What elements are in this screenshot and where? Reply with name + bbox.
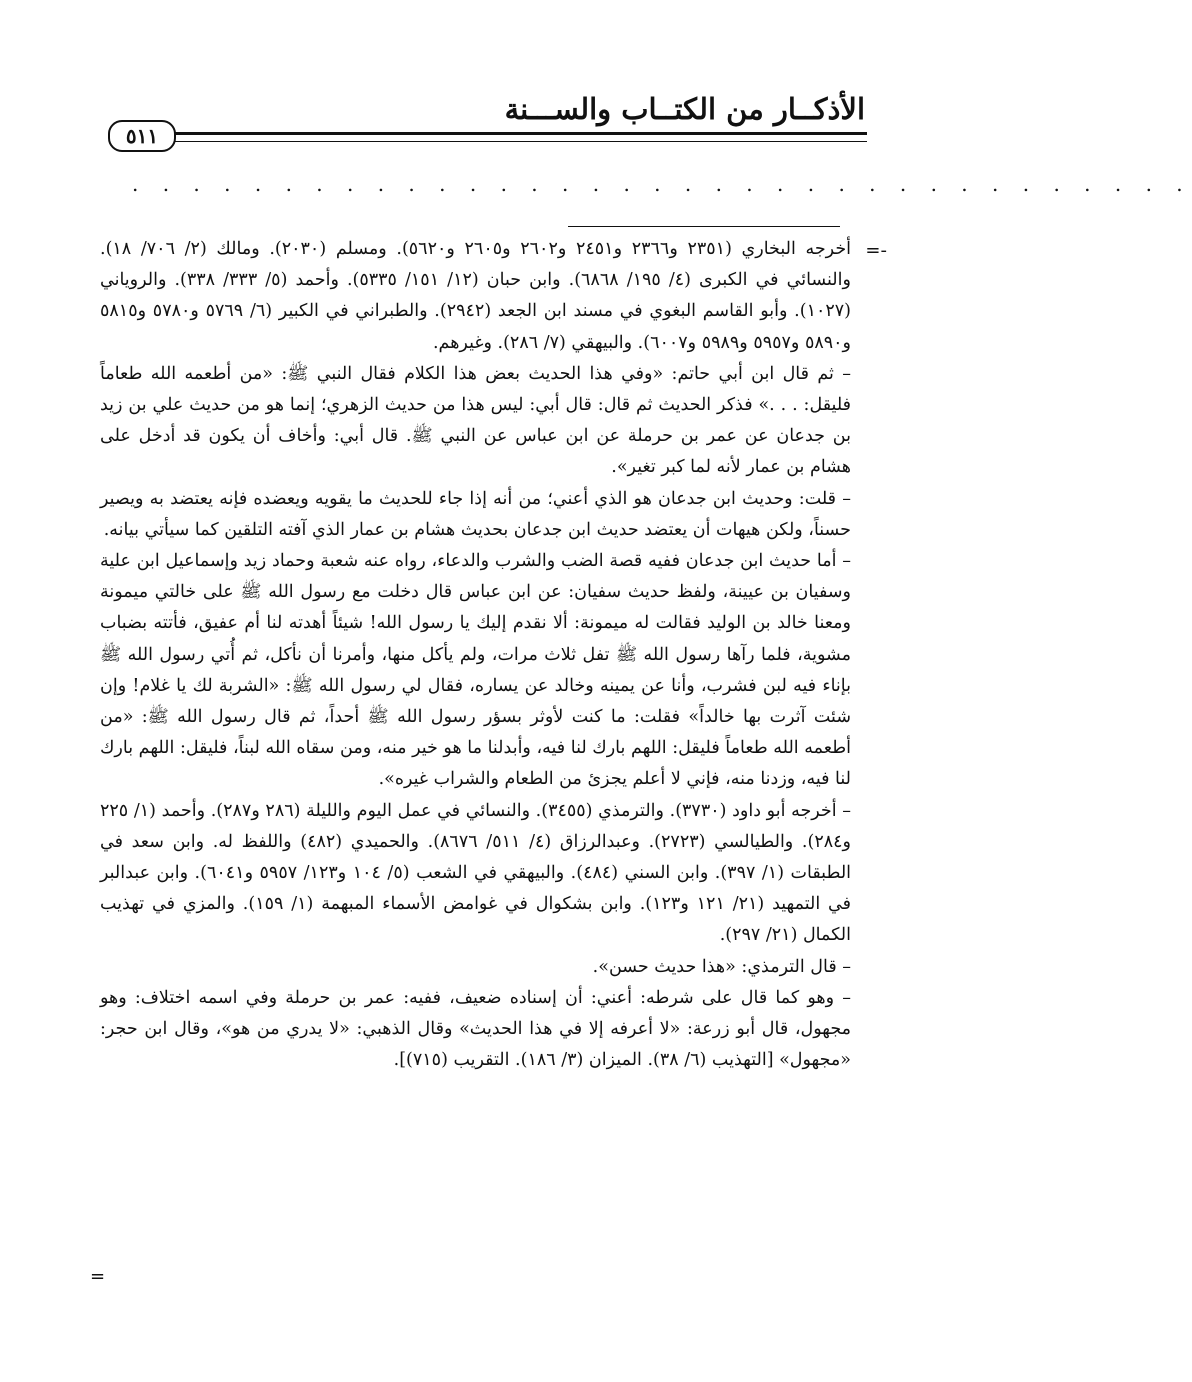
paragraph-isnad-analysis: – وهو كما قال على شرطه: أعني: أن إسناده ضعيف، ففيه: عمر بن حرملة وفي اسمه اختلاف: وهو مجهول، قال أبو زرعة: «لا أعرفه إلا في هذا الحديث» وقال الذهبي: «لا يدري من هو»، وقال ابن حجر: «مجهول» [التهذيب (٦/ ٣٨). الميزان (٣/ ١٨٦). التقريب (٧١٥)]. xyxy=(100,987,851,1071)
paragraph-abi-hatim: – ثم قال ابن أبي حاتم: «وفي هذا الحديث بعض هذا الكلام فقال النبي ﷺ: «من أطعمه الله طعاماً فليقل: . . .» فذكر الحديث ثم قال: قال أبي: ليس هذا من حديث الزهري؛ إنما هو من حديث علي بن زيد بن جدعان عن عمر بن حرملة عن ابن عباس عن النبي ﷺ. قال أبي: وأخاف أن يكون قد أدخل على هشام بن عمار لأنه لما كبر تغير». xyxy=(100,363,851,478)
footnote-body xyxy=(100,234,851,1076)
header-rule xyxy=(170,132,867,135)
continuation-mark-end: = xyxy=(90,1266,106,1287)
continuation-mark-start: =- xyxy=(865,240,887,261)
paragraph-comment: – قلت: وحديث ابن جدعان هو الذي أعني؛ من أنه إذا جاء للحديث ما يقويه ويعضده فإنه يعتضد به ويصير حسناً، ولكن هيهات أن يعتضد حديث ابن جدعان بحديث هشام بن عمار الذي آفته التلقين كما سيأتي بيانه. xyxy=(100,488,851,540)
running-header-title: الأذكــار من الكتــاب والســـنة xyxy=(504,92,865,126)
paragraph-takhrij-1: أخرجه البخاري (٢٣٥١ و٢٣٦٦ و٢٤٥١ و٢٦٠٢ و٢٦٠٥ و٥٦٢٠). ومسلم (٢٠٣٠). ومالك (٢/ ٧٠٦/ ١٨). والنسائي في الكبرى (٤/ ١٩٥/ ٦٨٦٨). وابن حبان (١٢/ ١٥١/ ٥٣٣٥). وأحمد (٥/ ٣٣٣/ ٣٣٨). والروياني (١٠٢٧). وأبو القاسم البغوي في مسند ابن الجعد (٢٩٤٢). والطبراني في الكبير (٦/ ٥٧٦٩ و٥٧٨٠ و٥٨١٥ و٥٨٩٠ و٥٩٥٧ و٥٩٨٩ و٦٠٠٧). والبيهقي (٧/ ٢٨٦). وغيرهم. xyxy=(100,239,852,353)
paragraph-tirmidhi: – قال الترمذي: «هذا حديث حسن». xyxy=(592,956,851,977)
paragraph-hadith-text: – أما حديث ابن جدعان ففيه قصة الضب والشرب والدعاء، رواه عنه شعبة وحماد زيد وإسماعيل ابن علية وسفيان بن عيينة، ولفظ حديث سفيان: عن ابن عباس قال دخلت مع رسول الله ﷺ على خالتي ميمونة ومعنا خالد بن الوليد فقالت له ميمونة: ألا نقدم إليك يا رسول الله! شيئاً أهدته لنا أم عفيق، فأتته بضباب مشوية، فلما رآها رسول الله ﷺ تفل ثلاث مرات، ولم يأكل منها، وأمرنا أن نأكل، ثم أُتي رسول الله ﷺ بإناء فيه لبن فشرب، وأنا عن يمينه وخالد عن يساره، فقال لي رسول الله ﷺ: «الشربة لك يا غلام! وإن شئت آثرت بها خالداً» فقلت: ما كنت لأوثر بسؤر رسول الله ﷺ أحداً، ثم قال رسول الله ﷺ: «من أطعمه الله طعاماً فليقل: اللهم بارك لنا فيه، وأبدلنا ما هو خير منه، ومن سقاه الله لبناً، فليقل: اللهم بارك لنا فيه، وزدنا منه، فإني لا أعلم يجزئ من الطعام والشراب غيره». xyxy=(100,551,852,790)
separator-dots: . . . . . . . . . . . . . . . . . . . . . . . . . . . . . . . . . . . xyxy=(132,172,1192,196)
header-rule-thin xyxy=(170,141,867,142)
page-number: ٥١١ xyxy=(108,120,176,152)
footnote-separator xyxy=(568,226,840,227)
paragraph-takhrij-2: – أخرجه أبو داود (٣٧٣٠). والترمذي (٣٤٥٥). والنسائي في عمل اليوم والليلة (٢٨٦ و٢٨٧). وأحمد (١/ ٢٢٥ و٢٨٤). والطيالسي (٢٧٢٣). وعبدالرزاق (٤/ ٥١١/ ٨٦٧٦). والحميدي (٤٨٢) واللفظ له. وابن سعد في الطبقات (١/ ٣٩٧). وابن السني (٤٨٤). والبيهقي في الشعب (٥/ ١٠٤ و١٢٣/ ٥٩٥٧ و٦٠٤١). وابن عبدالبر في التمهيد (٢١/ ١٢١ و١٢٣). وابن بشكوال في غوامض الأسماء المبهمة (١/ ١٥٩). والمزي في تهذيب الكمال (٢١/ ٢٩٧). xyxy=(100,800,852,946)
